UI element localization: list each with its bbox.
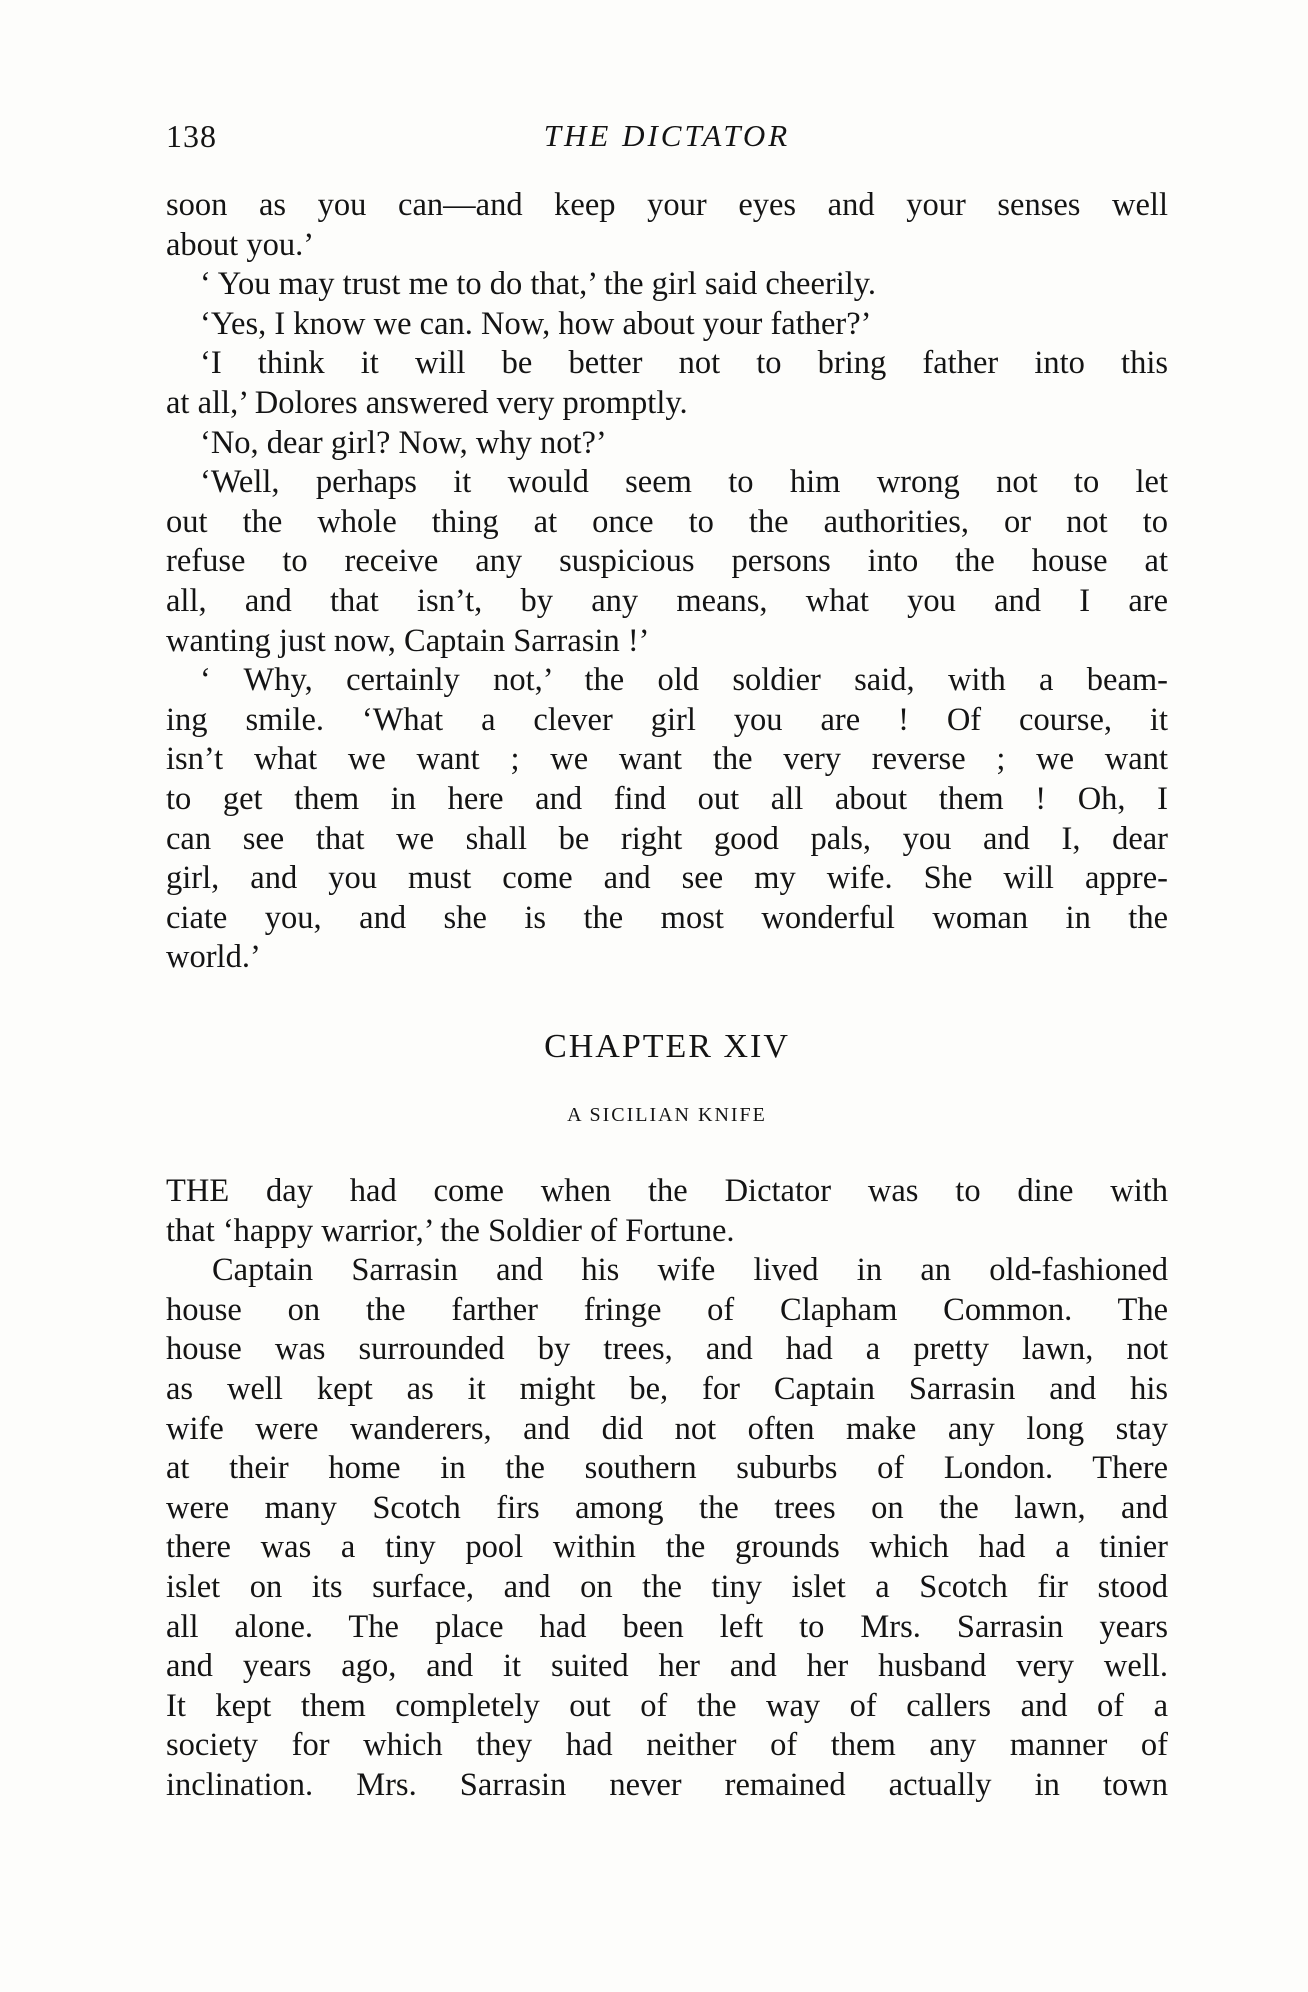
text-line: society for which they had neither of them any manner of [166,1727,1168,1764]
text-line: that ‘happy warrior,’ the Soldier of Fortune. [166,1212,735,1249]
text-block-top [166,186,1168,978]
text-line: ‘Well, perhaps it would seem to him wrong not to let [200,464,1168,501]
text-block-bottom [166,1172,1168,1806]
text-line: all alone. The place had been left to Mrs. Sarrasin years [166,1608,1168,1645]
text-line: ‘ Why, certainly not,’ the old soldier said, with a beam- [200,662,1168,699]
text-line: world.’ [166,939,261,976]
text-line: ciate you, and she is the most wonderful woman in the [166,899,1168,936]
text-line: ing smile. ‘What a clever girl you are ! Of course, it [166,701,1168,738]
text-line: ‘Yes, I know we can. Now, how about your father?’ [200,305,872,342]
running-title: THE DICTATOR [543,118,791,153]
text-line: house on the farther fringe of Clapham Common. The [166,1291,1168,1328]
text-line: were many Scotch firs among the trees on the lawn, and [166,1489,1168,1526]
text-line: refuse to receive any suspicious persons into the house at [166,543,1168,580]
text-line: Captain Sarrasin and his wife lived in an old-fashioned [212,1252,1168,1289]
text-line: ‘ You may trust me to do that,’ the girl said cheerily. [200,266,877,303]
text-line: soon as you can—and keep your eyes and your senses well [166,187,1168,223]
text-line: house was surrounded by trees, and had a pretty lawn, not [166,1331,1168,1368]
text-line: It kept them completely out of the way of callers and of a [166,1687,1168,1724]
text-line: can see that we shall be right good pals, you and I, dear [166,820,1168,857]
text-line: wife were wanderers, and did not often make any long stay [166,1410,1168,1447]
text-line: and years ago, and it suited her and her husband very well. [166,1648,1168,1685]
chapter-heading: CHAPTER XIV [544,1028,790,1065]
chapter-subtitle: A SICILIAN KNIFE [567,1104,767,1126]
text-line: there was a tiny pool within the grounds which had a tinier [166,1529,1168,1566]
running-head [166,118,1168,158]
text-line: to get them in here and find out all about them ! Oh, I [166,780,1168,817]
text-line: inclination. Mrs. Sarrasin never remained actually in town [166,1766,1168,1803]
text-line: at their home in the southern suburbs of London. There [166,1450,1168,1487]
text-line: ‘I think it will be better not to bring father into this [200,345,1168,382]
text-line: THE day had come when the Dictator was to dine with [166,1173,1168,1209]
text-line: as well kept as it might be, for Captain Sarrasin and his [166,1370,1168,1407]
text-line: isn’t what we want ; we want the very reverse ; we want [166,741,1168,778]
text-line: ‘No, dear girl? Now, why not?’ [200,424,607,461]
text-line: wanting just now, Captain Sarrasin !’ [166,622,650,659]
text-line: about you.’ [166,226,315,263]
text-line: out the whole thing at once to the authorities, or not to [166,503,1168,540]
text-line: at all,’ Dolores answered very promptly. [166,384,688,421]
text-line: girl, and you must come and see my wife. She will appre- [166,860,1168,897]
page-number: 138 [166,118,217,154]
text-line: all, and that isn’t, by any means, what you and I are [166,582,1168,619]
text-line: islet on its surface, and on the tiny islet a Scotch fir stood [166,1568,1168,1605]
